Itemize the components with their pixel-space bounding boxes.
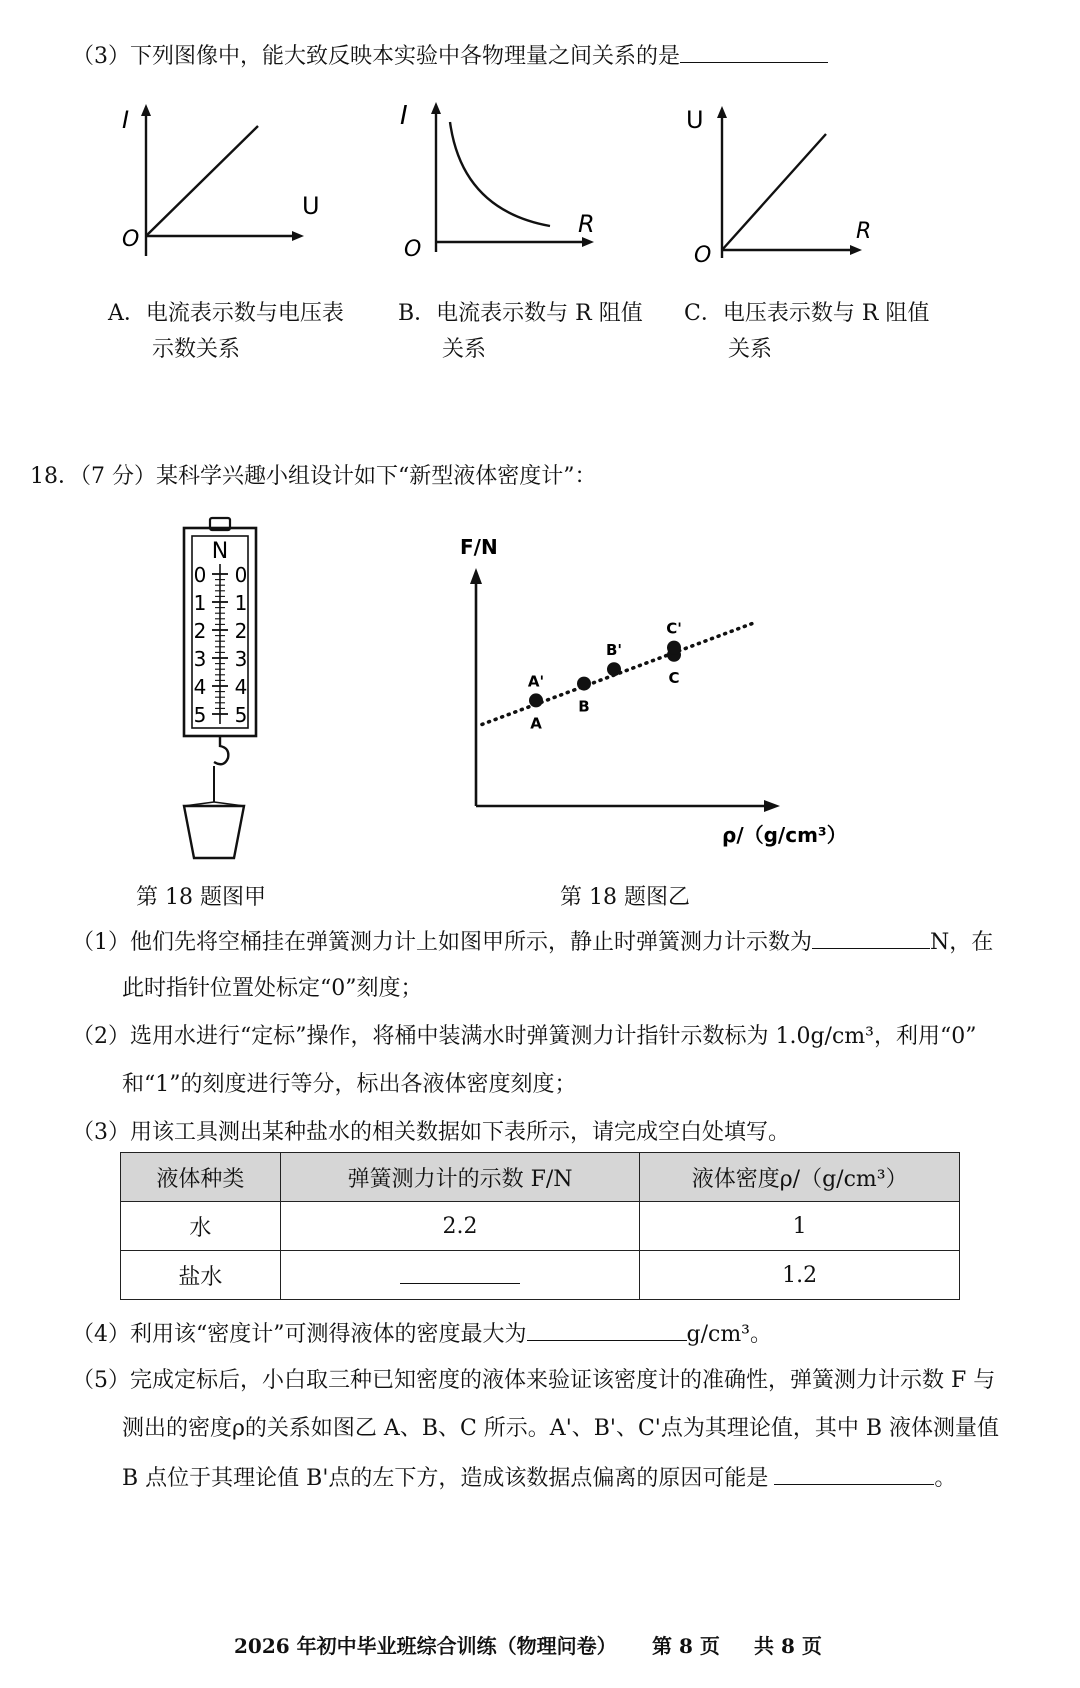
- graph-b-x-arrow: [582, 237, 594, 247]
- chart-y-arrow: [470, 568, 482, 584]
- chart-theory-label: B': [605, 641, 623, 660]
- table-cell: 1.2: [640, 1251, 960, 1300]
- hook-icon: [214, 736, 228, 764]
- density-force-chart: [430, 526, 860, 856]
- option-b[interactable]: [398, 296, 643, 368]
- graph-a-y-arrow: [141, 104, 151, 116]
- graph-b-y-arrow: [431, 102, 441, 114]
- q18-part1-line1: [72, 926, 993, 958]
- q18-part1-post: N，在: [930, 930, 994, 955]
- scale-label-right: 1: [234, 591, 248, 615]
- q18-part1-blank[interactable]: [812, 926, 930, 949]
- chart-theory-point: [607, 662, 621, 676]
- chart-theory-point: [667, 641, 681, 655]
- q18-part4-post: g/cm³。: [686, 1322, 772, 1347]
- q18-part2-line1: （2）选用水进行“定标”操作，将桶中装满水时弹簧测力计指针示数标为 1.0g/cm³，利用“0”: [72, 1024, 977, 1049]
- q3-stem: [72, 40, 828, 72]
- graph-a-origin: O: [122, 227, 140, 252]
- chart-x-label: ρ/（g/cm³）: [722, 823, 847, 847]
- q18-part5-line2: 测出的密度ρ的关系如图乙 A、B、C 所示。A'、B'、C'点为其理论值，其中 B 液体测量值: [122, 1416, 999, 1441]
- q18-part5-line1: （5）完成定标后，小白取三种已知密度的液体来验证该密度计的准确性，弹簧测力计示数 F 与: [72, 1368, 996, 1393]
- table-cell: 1: [640, 1202, 960, 1251]
- graph-c-x-arrow: [850, 245, 862, 255]
- fig-yi-caption: 第 18 题图乙: [560, 885, 690, 910]
- chart-point-b: [577, 677, 591, 691]
- q18-part5-post: 。: [934, 1466, 957, 1491]
- chart-point-label: C: [668, 668, 680, 687]
- q18-part5-line3: [122, 1462, 956, 1494]
- footer-exam-title: 2026 年初中毕业班综合训练（物理问卷）: [234, 1634, 617, 1658]
- table-cell-force-blank[interactable]: [280, 1251, 640, 1300]
- scale-label-right: 3: [234, 647, 248, 671]
- scale-label-left: 0: [193, 563, 207, 587]
- option-b-line1: B．电流表示数与 R 阻值: [398, 301, 643, 326]
- table-cell: 盐水: [121, 1251, 281, 1300]
- spring-scale-figure: [178, 512, 282, 872]
- footer-page-total: 共 8 页: [754, 1634, 822, 1658]
- graph-a-y-label: I: [122, 106, 130, 134]
- option-b-line2: 关系: [442, 337, 487, 362]
- scale-label-right: 0: [234, 563, 248, 587]
- scale-label-right: 4: [234, 675, 248, 699]
- data-table: [120, 1152, 960, 1300]
- table-row: [121, 1202, 960, 1251]
- option-a-line2: 示数关系: [152, 337, 241, 362]
- graph-c-origin: O: [694, 243, 712, 268]
- salt-water-force-blank[interactable]: [400, 1261, 520, 1284]
- graph-b-curve: [450, 122, 550, 226]
- q18-part5-pre: B 点位于其理论值 B'点的左下方，造成该数据点偏离的原因可能是: [122, 1466, 769, 1491]
- q18-part4: [72, 1318, 772, 1350]
- graph-a-x-arrow: [292, 231, 304, 241]
- scale-label-left: 5: [193, 703, 207, 727]
- fig-jia-caption: 第 18 题图甲: [136, 885, 266, 910]
- graph-b-i-vs-r: [400, 92, 630, 272]
- chart-y-label: F/N: [460, 535, 498, 559]
- q3-stem-text: （3）下列图像中，能大致反映本实验中各物理量之间关系的是: [72, 44, 680, 69]
- chart-x-arrow: [764, 800, 780, 812]
- table-cell: 水: [121, 1202, 281, 1251]
- scale-label-left: 1: [193, 591, 207, 615]
- option-a[interactable]: [108, 296, 344, 368]
- option-c-line1: C．电压表示数与 R 阻值: [684, 301, 930, 326]
- table-row: [121, 1251, 960, 1300]
- q18-title: 18．（7 分）某科学兴趣小组设计如下“新型液体密度计”：: [30, 464, 597, 489]
- table-header-force: 弹簧测力计的示数 F/N: [280, 1153, 640, 1202]
- graph-c-curve: [722, 134, 826, 250]
- q3-answer-blank[interactable]: [680, 40, 828, 63]
- graph-a-curve: [146, 126, 258, 236]
- scale-label-right: 5: [234, 703, 248, 727]
- q18-part4-pre: （4）利用该“密度计”可测得液体的密度最大为: [72, 1322, 527, 1347]
- graph-c-x-label: R: [856, 219, 872, 244]
- chart-theory-label: A': [527, 672, 545, 691]
- graph-c-y-label: U: [686, 106, 704, 134]
- option-a-line1: A．电流表示数与电压表: [108, 301, 344, 326]
- option-c-line2: 关系: [728, 337, 773, 362]
- q18-part3: （3）用该工具测出某种盐水的相关数据如下表所示，请完成空白处填写。: [72, 1120, 790, 1145]
- graph-b-y-label: I: [400, 101, 408, 131]
- scale-label-right: 2: [234, 619, 248, 643]
- table-header-density: 液体密度ρ/（g/cm³）: [640, 1153, 960, 1202]
- chart-point-label: A: [530, 714, 542, 733]
- scale-label-left: 3: [193, 647, 207, 671]
- q18-part1-pre: （1）他们先将空桶挂在弹簧测力计上如图甲所示，静止时弹簧测力计示数为: [72, 930, 812, 955]
- graph-a-i-vs-u: [108, 98, 338, 268]
- scale-label-left: 4: [193, 675, 207, 699]
- table-header-liquid: 液体种类: [121, 1153, 281, 1202]
- q18-part4-blank[interactable]: [527, 1318, 687, 1341]
- q18-part2-line2: 和“1”的刻度进行等分，标出各液体密度刻度；: [122, 1072, 577, 1097]
- option-c[interactable]: [684, 296, 929, 368]
- graph-b-origin: O: [404, 237, 422, 262]
- scale-label-left: 2: [193, 619, 207, 643]
- graph-c-y-arrow: [717, 106, 727, 118]
- chart-theory-label: C': [666, 619, 682, 638]
- graph-b-x-label: R: [578, 210, 595, 238]
- table-cell: 2.2: [280, 1202, 640, 1251]
- graph-a-x-label: U: [302, 192, 320, 220]
- spring-scale-unit: N: [211, 539, 229, 564]
- footer-page-number: 第 8 页: [652, 1634, 720, 1658]
- chart-marks: [482, 620, 752, 733]
- table-header-row: [121, 1153, 960, 1202]
- empty-bucket: [184, 806, 244, 858]
- chart-point-a: [529, 693, 543, 707]
- q18-part5-blank[interactable]: [774, 1462, 934, 1485]
- q18-part1-line2: 此时指针位置处标定“0”刻度；: [122, 976, 423, 1001]
- graph-c-u-vs-r: [686, 98, 896, 268]
- chart-point-label: B: [578, 697, 590, 716]
